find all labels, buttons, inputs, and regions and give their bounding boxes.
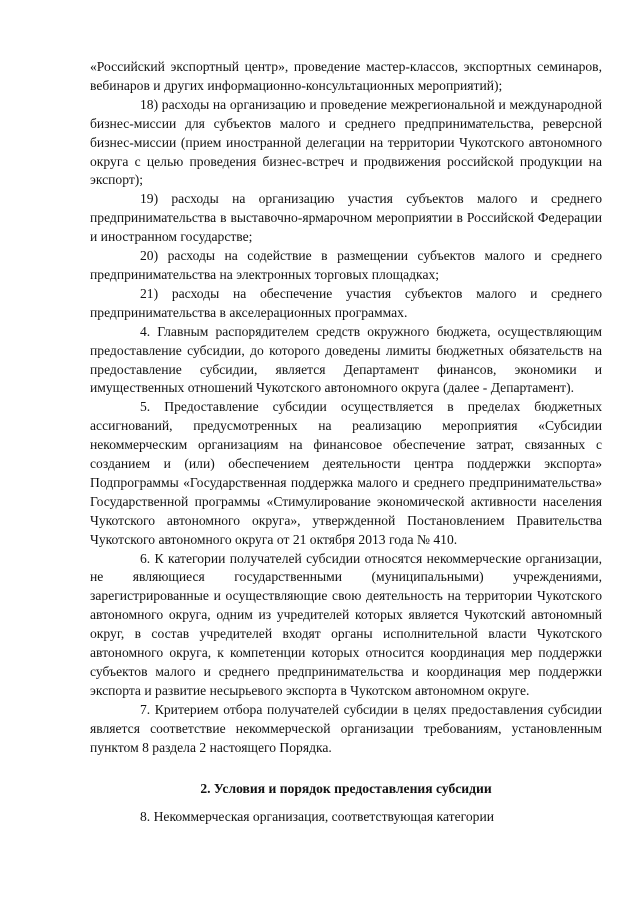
paragraph-clause-8: 8. Некоммерческая организация, соответствующая категории xyxy=(140,809,495,825)
section-heading: 2. Условия и порядок предоставления субсидии xyxy=(200,780,492,796)
paragraph-item-20: 20) расходы на содействие в размещении субъектов малого и среднего предпринимательства на электронных торговых площадках; xyxy=(90,248,602,282)
paragraph-item-18: 18) расходы на организацию и проведение межрегиональной и международной бизнес-миссии для субъектов малого и среднего предпринимательства, реверсной бизнес-миссии (прием иностранной делегации на территории Чукотского автономного округа с целью проведения бизнес-встреч и продвижения российской продукции на экспорт); xyxy=(90,96,602,188)
paragraph-clause-6: 6. К категории получателей субсидии относятся некоммерческие организации, не являющиеся государственными (муниципальными) учреждениями, зарегистрированные и осуществляющие свою деятельность на территории Чукотского автономного округа, одним из учредителей которых является Чукотский автономный округ, в состав учредителей входят органы исполнительной власти Чукотского автономного округа, к компетенции которых относится координация мер поддержки субъектов малого и среднего предпринимательства и координация мер поддержки экспорта и развитие несырьевого экспорта в Чукотском автономном округе. xyxy=(90,550,602,698)
paragraph-clause-7: 7. Критерием отбора получателей субсидии в целях предоставления субсидии является соответствие некоммерческой организации требованиям, установленным пунктом 8 раздела 2 настоящего Порядка. xyxy=(90,701,602,755)
paragraph-item-19: 19) расходы на организацию участия субъектов малого и среднего предпринимательства в выставочно-ярмарочном мероприятии в Российской Федерации и иностранном государстве; xyxy=(90,191,602,245)
paragraph-clause-5: 5. Предоставление субсидии осуществляется в пределах бюджетных ассигнований, предусмотренных на реализацию мероприятия «Субсидии некоммерческим организациям на финансовое обеспечение затрат, связанных с созданием и (или) обеспечением деятельности центра поддержки экспорта» Подпрограммы «Государственная поддержка малого и среднего предпринимательства» Государственной программы «Стимулирование экономической активности населения Чукотского автономного округа», утвержденной Постановлением Правительства Чукотского автономного округа от 21 октября 2013 года № 410. xyxy=(90,399,602,547)
paragraph-item-21: 21) расходы на обеспечение участия субъектов малого и среднего предпринимательства в акселерационных программах. xyxy=(90,285,602,320)
paragraph-continuation: «Российский экспортный центр», проведение мастер-классов, экспортных семинаров, вебинаров и других информационно-консультационных мероприятий); xyxy=(90,59,602,93)
paragraph-clause-4: 4. Главным распорядителем средств окружного бюджета, осуществляющим предоставление субсидии, до которого доведены лимиты бюджетных обязательств на предоставление субсидии, является Департамент финансов, экономики и имущественных отношений Чукотского автономного округа (далее - Департамент). xyxy=(90,323,602,396)
document-page xyxy=(90,58,602,827)
